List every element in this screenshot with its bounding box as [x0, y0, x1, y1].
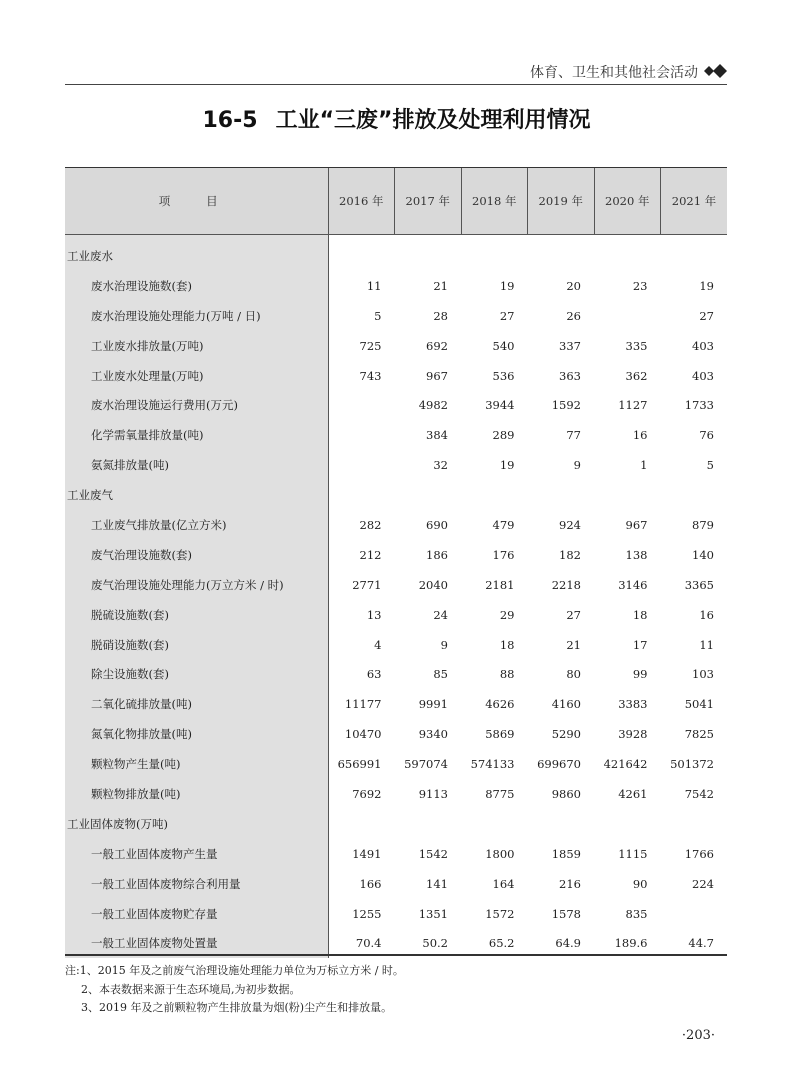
row-label: 氨氮排放量(吨) [65, 450, 328, 480]
empty-cell [661, 235, 728, 271]
value-cell: 597074 [404, 757, 448, 772]
empty-cell [461, 809, 528, 839]
value-cell: 29 [499, 607, 515, 622]
empty-cell [528, 235, 595, 271]
row-label: 一般工业固体废物处置量 [65, 928, 328, 958]
value-cell: 3365 [684, 577, 714, 592]
value-cell: 1127 [618, 398, 648, 413]
value-cell: 103 [692, 667, 714, 682]
diamond-ornament-icon [699, 63, 729, 79]
table-group-row [65, 235, 727, 271]
empty-cell [461, 480, 528, 510]
value-cell: 2218 [551, 577, 581, 592]
group-label: 工业废水 [65, 235, 328, 271]
value-cell: 421642 [603, 757, 648, 772]
empty-cell [528, 480, 595, 510]
table-row [65, 779, 727, 809]
value-cell: 656991 [337, 757, 382, 772]
value-cell: 3928 [618, 727, 648, 742]
column-header-year: 2020 年 [594, 168, 661, 235]
value-cell: 690 [426, 517, 448, 532]
value-cell: 216 [559, 876, 581, 891]
table-group-row [65, 480, 727, 510]
group-label: 工业废气 [65, 480, 328, 510]
value-cell: 9860 [551, 786, 581, 801]
row-label: 废水治理设施数(套) [65, 271, 328, 301]
value-cell: 335 [625, 338, 648, 353]
value-cell: 403 [692, 368, 714, 383]
value-cell: 1572 [485, 906, 515, 921]
value-cell: 5869 [485, 727, 515, 742]
value-cell: 28 [433, 308, 448, 323]
value-cell: 1491 [352, 846, 382, 861]
empty-cell [461, 235, 528, 271]
value-cell: 19 [699, 278, 714, 293]
value-cell: 16 [632, 428, 648, 443]
row-label: 工业废水排放量(万吨) [65, 331, 328, 361]
value-cell: 138 [625, 547, 648, 562]
value-cell: 967 [426, 368, 448, 383]
value-cell: 17 [632, 637, 648, 652]
value-cell: 2040 [418, 577, 448, 592]
table-row [65, 361, 727, 391]
table-row [65, 689, 727, 719]
table-header [65, 168, 727, 235]
value-cell: 479 [492, 517, 515, 532]
value-cell: 1115 [618, 846, 648, 861]
value-cell: 4160 [551, 697, 581, 712]
value-cell: 1351 [418, 906, 448, 921]
value-cell: 3383 [618, 697, 648, 712]
value-cell [328, 390, 395, 420]
row-label: 一般工业固体废物产生量 [65, 839, 328, 869]
value-cell: 63 [366, 667, 382, 682]
value-cell: 70.4 [355, 936, 382, 951]
row-label: 废气治理设施数(套) [65, 540, 328, 570]
value-cell: 5 [374, 308, 382, 323]
value-cell: 9991 [418, 697, 448, 712]
row-label: 废水治理设施运行费用(万元) [65, 390, 328, 420]
table-row [65, 600, 727, 630]
value-cell: 13 [366, 607, 382, 622]
value-cell: 743 [359, 368, 382, 383]
value-cell: 2771 [352, 577, 382, 592]
value-cell: 21 [566, 637, 581, 652]
value-cell: 189.6 [614, 936, 648, 951]
table-bottom-rule [65, 954, 727, 956]
value-cell: 1 [640, 458, 648, 473]
table-row [65, 331, 727, 361]
value-cell: 11 [699, 637, 714, 652]
table-row [65, 390, 727, 420]
footnote: 2、本表数据来源于生态环境局,为初步数据。 [81, 982, 301, 996]
empty-cell [395, 809, 462, 839]
value-cell: 4261 [618, 786, 648, 801]
row-label: 脱硫设施数(套) [65, 600, 328, 630]
table-title: 工业“三废”排放及处理利用情况 [275, 108, 591, 133]
value-cell: 7825 [684, 727, 714, 742]
empty-cell [395, 235, 462, 271]
table-row [65, 420, 727, 450]
column-header-year: 2016 年 [328, 168, 395, 235]
row-label: 氮氧化物排放量(吨) [65, 719, 328, 749]
value-cell: 11 [366, 278, 382, 293]
value-cell: 85 [433, 667, 448, 682]
empty-cell [528, 809, 595, 839]
value-cell: 540 [492, 338, 515, 353]
table-row [65, 659, 727, 689]
empty-cell [395, 480, 462, 510]
value-cell: 224 [692, 876, 714, 891]
row-label: 颗粒物产生量(吨) [65, 749, 328, 779]
column-header-item: 项 目 [65, 168, 328, 235]
group-label: 工业固体废物(万吨) [65, 809, 328, 839]
value-cell: 7692 [352, 786, 382, 801]
value-cell: 4982 [418, 398, 448, 413]
row-label: 脱硝设施数(套) [65, 630, 328, 660]
row-label: 除尘设施数(套) [65, 659, 328, 689]
value-cell: 141 [426, 876, 448, 891]
value-cell: 27 [699, 308, 714, 323]
value-cell: 835 [625, 906, 648, 921]
page-number: ·203· [681, 1028, 715, 1043]
value-cell: 8775 [485, 786, 515, 801]
value-cell: 9 [440, 637, 448, 652]
value-cell: 164 [492, 876, 515, 891]
value-cell: 1592 [551, 398, 581, 413]
value-cell: 967 [625, 517, 648, 532]
empty-cell [328, 809, 395, 839]
value-cell: 924 [559, 517, 581, 532]
value-cell: 2181 [485, 577, 515, 592]
empty-cell [594, 235, 661, 271]
value-cell: 32 [433, 458, 448, 473]
empty-cell [594, 809, 661, 839]
value-cell: 65.2 [488, 936, 515, 951]
value-cell: 1859 [551, 846, 581, 861]
row-label: 废气治理设施处理能力(万立方米 / 时) [65, 570, 328, 600]
value-cell: 27 [566, 607, 581, 622]
table-row [65, 630, 727, 660]
section-header: 体育、卫生和其他社会活动 [530, 65, 698, 81]
value-cell: 21 [433, 278, 448, 293]
value-cell: 574133 [470, 757, 515, 772]
value-cell: 363 [559, 368, 581, 383]
table-row [65, 570, 727, 600]
row-label: 颗粒物排放量(吨) [65, 779, 328, 809]
value-cell: 50.2 [422, 936, 448, 951]
value-cell: 1766 [684, 846, 714, 861]
value-cell: 289 [492, 428, 515, 443]
value-cell: 384 [426, 428, 448, 443]
value-cell: 44.7 [688, 936, 714, 951]
table-row [65, 450, 727, 480]
value-cell: 166 [359, 876, 382, 891]
value-cell: 23 [632, 278, 648, 293]
value-cell: 80 [566, 667, 581, 682]
value-cell: 18 [632, 607, 648, 622]
row-label: 化学需氧量排放量(吨) [65, 420, 328, 450]
row-label: 二氧化硫排放量(吨) [65, 689, 328, 719]
value-cell: 282 [359, 517, 382, 532]
value-cell: 186 [426, 547, 448, 562]
value-cell: 3146 [618, 577, 648, 592]
value-cell: 725 [359, 338, 382, 353]
value-cell: 536 [492, 368, 515, 383]
value-cell: 9 [573, 458, 581, 473]
value-cell: 699670 [537, 757, 581, 772]
footnotes [65, 962, 404, 1018]
value-cell: 77 [566, 428, 581, 443]
table-row [65, 510, 727, 540]
row-label: 工业废水处理量(万吨) [65, 361, 328, 391]
value-cell: 5290 [551, 727, 581, 742]
empty-cell [661, 809, 728, 839]
value-cell: 9340 [418, 727, 448, 742]
empty-cell [328, 235, 395, 271]
value-cell: 403 [692, 338, 714, 353]
value-cell: 879 [692, 517, 714, 532]
value-cell: 501372 [670, 757, 714, 772]
table-row [65, 271, 727, 301]
empty-cell [594, 480, 661, 510]
value-cell: 5 [706, 458, 714, 473]
table-body [65, 235, 727, 959]
row-label: 一般工业固体废物综合利用量 [65, 869, 328, 899]
row-label: 废水治理设施处理能力(万吨 / 日) [65, 301, 328, 331]
value-cell: 99 [632, 667, 648, 682]
value-cell: 4 [374, 637, 382, 652]
value-cell: 1578 [551, 906, 581, 921]
value-cell: 4626 [485, 697, 515, 712]
value-cell: 362 [625, 368, 648, 383]
value-cell: 140 [692, 547, 714, 562]
column-header-year: 2021 年 [661, 168, 728, 235]
table-row [65, 301, 727, 331]
value-cell [328, 420, 395, 450]
value-cell: 212 [359, 547, 382, 562]
column-header-year: 2017 年 [395, 168, 462, 235]
value-cell: 1255 [352, 906, 382, 921]
value-cell: 26 [566, 308, 581, 323]
value-cell: 18 [499, 637, 515, 652]
table-row [65, 839, 727, 869]
value-cell: 9113 [418, 786, 448, 801]
value-cell: 90 [632, 876, 648, 891]
value-cell: 182 [559, 547, 581, 562]
value-cell: 3944 [485, 398, 515, 413]
value-cell: 10470 [344, 727, 382, 742]
value-cell: 19 [499, 278, 515, 293]
empty-cell [661, 480, 728, 510]
table-number: 16-5 [202, 108, 258, 133]
footnote: 3、2019 年及之前颗粒物产生排放量为烟(粉)尘产生和排放量。 [81, 1001, 393, 1014]
table-row [65, 869, 727, 899]
footnote: 注:1、2015 年及之前废气治理设施处理能力单位为万标立方米 / 时。 [65, 964, 404, 977]
value-cell: 20 [566, 278, 581, 293]
value-cell: 176 [492, 547, 515, 562]
value-cell: 27 [499, 308, 515, 323]
table-row [65, 540, 727, 570]
value-cell: 1800 [485, 846, 515, 861]
column-header-year: 2018 年 [461, 168, 528, 235]
table-group-row [65, 809, 727, 839]
value-cell: 5041 [684, 697, 714, 712]
value-cell: 64.9 [555, 936, 581, 951]
value-cell: 1542 [418, 846, 448, 861]
table-row [65, 719, 727, 749]
table-row [65, 749, 727, 779]
value-cell [328, 450, 395, 480]
row-label: 工业废气排放量(亿立方米) [65, 510, 328, 540]
value-cell: 11177 [344, 697, 382, 712]
column-header-year: 2019 年 [528, 168, 595, 235]
value-cell: 7542 [684, 786, 714, 801]
table-row [65, 899, 727, 929]
value-cell [661, 899, 728, 929]
value-cell: 1733 [684, 398, 714, 413]
value-cell: 24 [433, 607, 448, 622]
value-cell: 692 [426, 338, 448, 353]
value-cell: 19 [499, 458, 515, 473]
value-cell [594, 301, 661, 331]
header-rule [65, 84, 727, 85]
row-label: 一般工业固体废物贮存量 [65, 899, 328, 929]
page-title [0, 103, 793, 134]
value-cell: 16 [699, 607, 714, 622]
emissions-table [65, 168, 727, 958]
empty-cell [328, 480, 395, 510]
value-cell: 337 [559, 338, 581, 353]
value-cell: 88 [499, 667, 515, 682]
value-cell: 76 [699, 428, 714, 443]
